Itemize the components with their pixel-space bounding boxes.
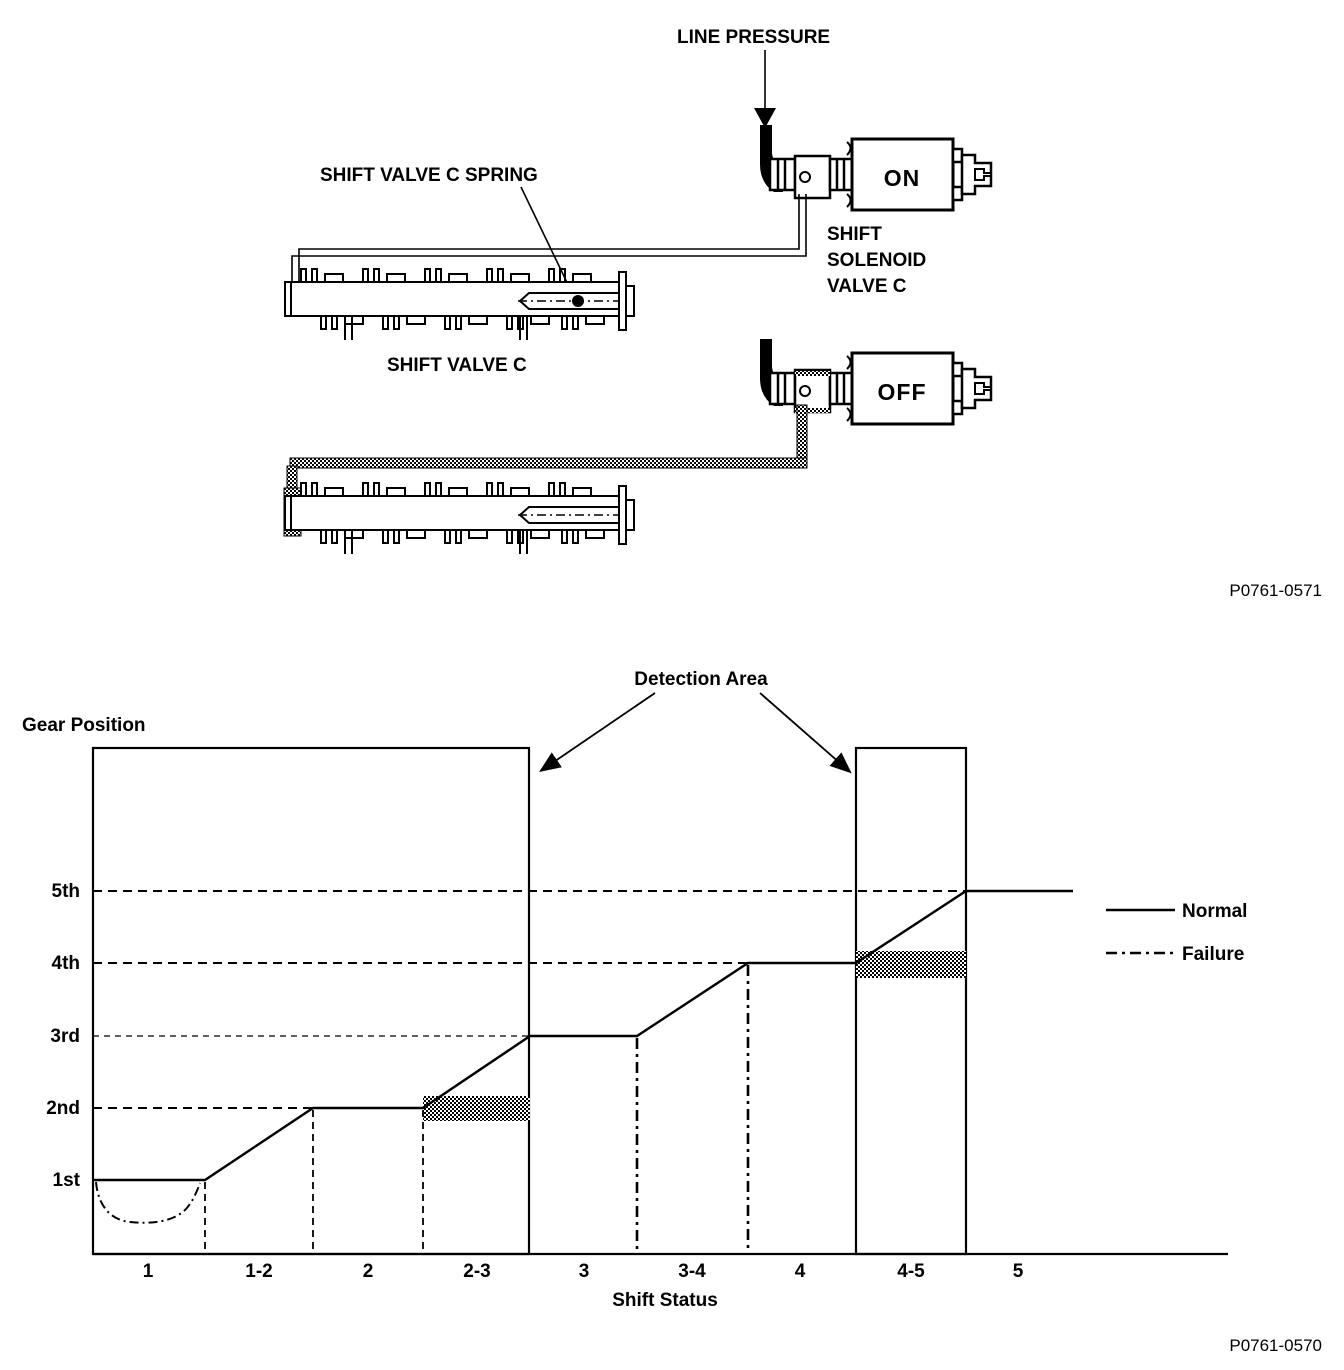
failure-dip-curve bbox=[96, 1182, 200, 1223]
spring-label: SHIFT VALVE C SPRING bbox=[320, 165, 538, 186]
gear-position-title: Gear Position bbox=[22, 715, 146, 736]
shift-valve-upper bbox=[285, 269, 634, 340]
detection-band-2-3 bbox=[423, 1096, 530, 1121]
line-pressure-label: LINE PRESSURE bbox=[677, 27, 831, 48]
detection-band-4-5 bbox=[856, 951, 966, 978]
shift-valve-lower bbox=[285, 483, 634, 554]
detection-arrow-left-icon bbox=[542, 693, 655, 770]
legend bbox=[1106, 901, 1247, 965]
status-2: 2 bbox=[362, 1261, 374, 1282]
detection-box-1 bbox=[93, 748, 529, 1254]
detection-area-arrows bbox=[542, 693, 849, 771]
gear-label-2nd: 2nd bbox=[46, 1098, 80, 1119]
x-axis-title: Shift Status bbox=[612, 1290, 718, 1311]
failure-line bbox=[96, 965, 748, 1254]
detection-area-label: Detection Area bbox=[634, 669, 768, 690]
shift-solenoid-valve-label bbox=[827, 224, 926, 297]
status-1: 1 bbox=[142, 1261, 154, 1282]
svg-text:SHIFT: SHIFT bbox=[827, 224, 882, 245]
solenoid-on-state: ON bbox=[883, 165, 921, 191]
svg-text:SOLENOID: SOLENOID bbox=[827, 250, 927, 271]
status-3: 3 bbox=[578, 1261, 590, 1282]
pipe-on bbox=[292, 194, 806, 281]
status-1-2: 1-2 bbox=[245, 1261, 273, 1282]
solenoid-off-state: OFF bbox=[877, 379, 927, 405]
legend-normal-label: Normal bbox=[1182, 901, 1248, 922]
gear-label-3rd: 3rd bbox=[50, 1026, 80, 1047]
status-4-5: 4-5 bbox=[897, 1261, 925, 1282]
gear-label-4th: 4th bbox=[51, 953, 80, 974]
shift-valve-label: SHIFT VALVE C bbox=[387, 355, 527, 376]
svg-text:VALVE C: VALVE C bbox=[827, 276, 907, 297]
shift-status-labels bbox=[143, 1261, 1024, 1282]
gear-axis-labels bbox=[46, 881, 80, 1191]
status-4: 4 bbox=[794, 1261, 806, 1282]
figure-code-chart: P0761-0570 bbox=[1229, 1336, 1322, 1355]
shift-solenoid-valve-on bbox=[760, 125, 991, 210]
line-pressure-arrow-icon bbox=[754, 50, 776, 128]
status-5: 5 bbox=[1012, 1261, 1024, 1282]
detection-arrow-right-icon bbox=[760, 693, 849, 771]
status-2-3: 2-3 bbox=[463, 1261, 491, 1282]
legend-failure-label: Failure bbox=[1182, 944, 1245, 965]
shift-solenoid-valve-off bbox=[760, 339, 991, 424]
detection-box-2 bbox=[856, 748, 966, 1254]
figure-code-top: P0761-0571 bbox=[1229, 581, 1322, 600]
shift-boundary-lines bbox=[205, 1110, 423, 1254]
status-3-4: 3-4 bbox=[678, 1261, 706, 1282]
spring-dot bbox=[572, 295, 584, 307]
hydraulic-diagram-figure bbox=[0, 0, 1344, 620]
gear-label-5th: 5th bbox=[51, 881, 80, 902]
gear-position-chart-figure bbox=[0, 620, 1344, 1370]
gear-label-1st: 1st bbox=[52, 1170, 80, 1191]
